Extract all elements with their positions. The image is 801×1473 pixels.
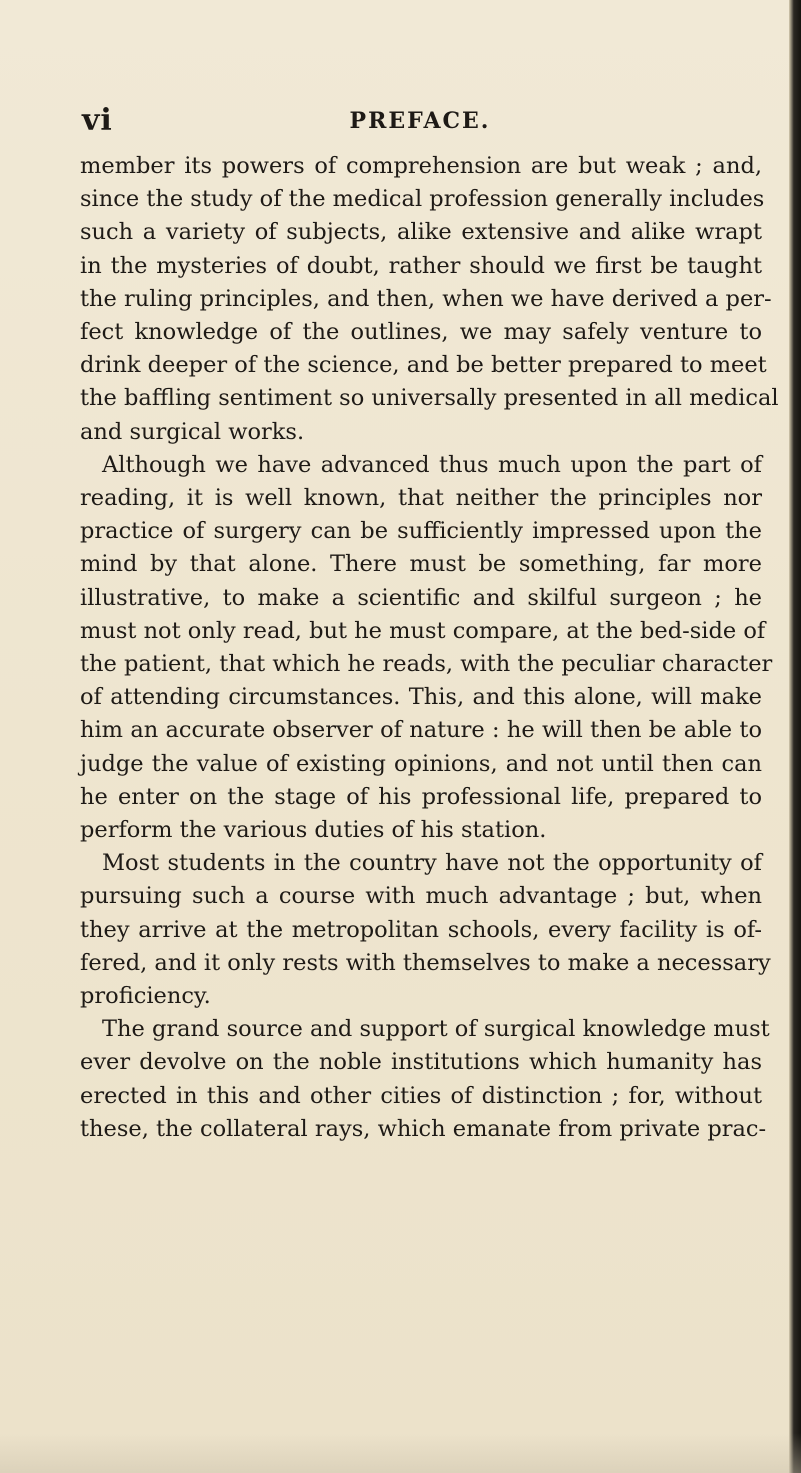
text-line: practice of surgery can be sufficiently impressed upon the (80, 518, 762, 545)
text-line: fered, and it only rests with themselves to make a necessary (80, 949, 771, 976)
text-line: these, the collateral rays, which emanate from private prac- (80, 1115, 767, 1142)
text-line: him an accurate observer of nature : he will then be able to (80, 717, 762, 744)
text-line: in the mysteries of doubt, rather should we first be taught (80, 252, 762, 279)
text-line: reading, it is well known, that neither the principles nor (80, 485, 762, 512)
text-line: fect knowledge of the outlines, we may safely venture to (80, 319, 762, 346)
text-line: judge the value of existing opinions, and not until then can (80, 750, 762, 777)
text-line: drink deeper of the science, and be better prepared to meet (80, 352, 767, 379)
text-line: the ruling principles, and then, when we have derived a per- (80, 285, 772, 312)
paragraph-1 (80, 150, 779, 449)
text-line: the baffling sentiment so universally presented in all medical (80, 385, 779, 412)
text-line: perform the various duties of his station. (80, 817, 547, 844)
text-line: mind by that alone. There must be something, far more (80, 551, 762, 578)
text-line: Although we have advanced thus much upon the part of (102, 451, 762, 478)
text-line: the patient, that which he reads, with the peculiar character (80, 651, 773, 678)
text-line: must not only read, but he must compare, at the bed-side of (80, 617, 766, 644)
text-line: Most students in the country have not the opportunity of (102, 850, 762, 877)
text-line: he enter on the stage of his professional life, prepared to (80, 783, 762, 810)
text-line: of attending circumstances. This, and this alone, will make (80, 684, 762, 711)
body-text (80, 150, 779, 1146)
paragraph-4 (80, 1013, 770, 1146)
paragraph-3 (80, 847, 771, 1013)
text-line: and surgical works. (80, 418, 305, 445)
text-line: The grand source and support of surgical knowledge must (102, 1016, 770, 1043)
text-line: they arrive at the metropolitan schools, every facility is of- (80, 916, 762, 943)
text-line: illustrative, to make a scientific and skilful surgeon ; he (80, 584, 762, 611)
text-line: such a variety of subjects, alike extensive and alike wrapt (80, 219, 762, 246)
text-line: erected in this and other cities of distinction ; for, without (80, 1082, 762, 1109)
text-line: pursuing such a course with much advantage ; but, when (80, 883, 762, 910)
page-bottom-shading (0, 1433, 801, 1473)
paragraph-2 (80, 449, 773, 847)
text-line: member its powers of comprehension are but weak ; and, (80, 153, 762, 179)
page-header (80, 101, 760, 141)
text-line: proficiency. (80, 983, 211, 1010)
running-head: PREFACE. (349, 108, 491, 134)
page-edge-shadow (789, 0, 801, 1473)
text-line: ever devolve on the noble institutions which humanity has (80, 1049, 762, 1076)
page-number: vi (82, 103, 113, 138)
text-line: since the study of the medical profession generally includes (80, 186, 765, 213)
